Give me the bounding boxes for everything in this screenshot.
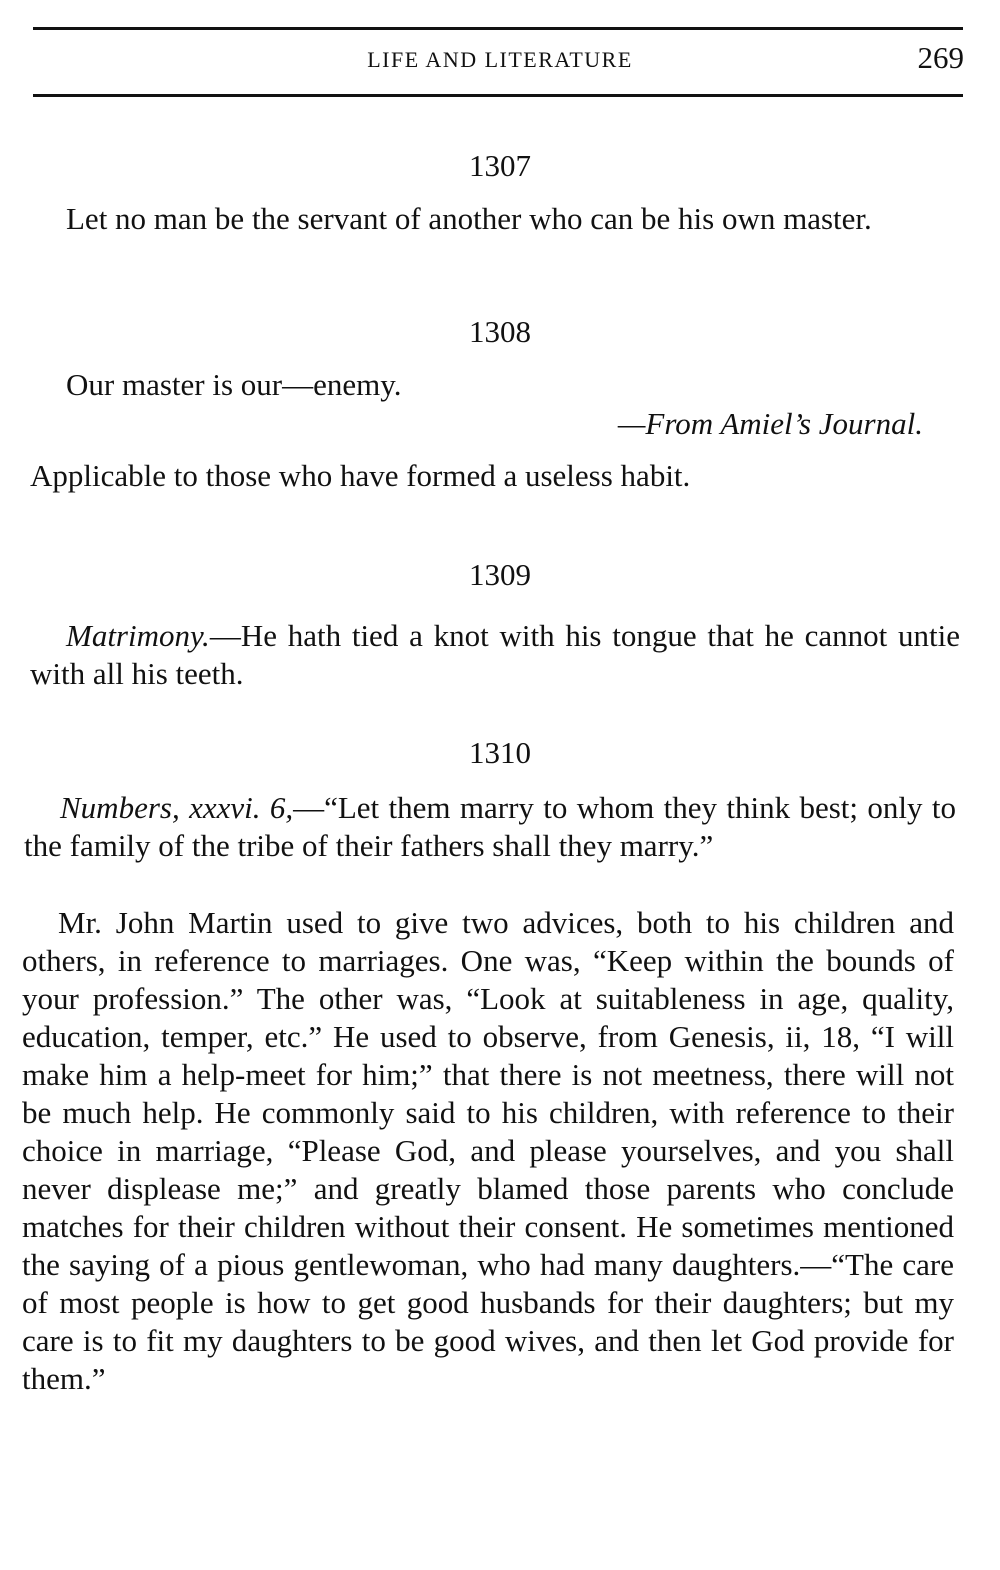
entry-text: Our master is our—enemy. [66,367,402,402]
entry-body: —“Let them marry to whom they think best; only to the family of the tribe of their fathers shall they marry.” [24,790,956,863]
entry-note: Applicable to those who have formed a useless habit. [30,458,691,493]
header-bottom-rule [33,94,963,97]
entry-number: 1308 [469,314,531,349]
entry-lead: Matrimony. [66,618,210,653]
entry-text [24,789,956,865]
page-number: 269 [917,40,964,75]
attribution: —From Amiel’s Journal. [617,406,923,441]
entry-number: 1307 [469,148,531,183]
entry-number: 1310 [469,735,531,770]
entry-lead: Numbers, xxxvi. 6, [60,790,294,825]
running-title: LIFE AND LITERATURE [367,47,633,72]
entry-number: 1309 [469,557,531,592]
entry-text [30,617,960,693]
header-top-rule [33,27,963,30]
entry-body: —He hath tied a knot with his tongue that he cannot untie with all his teeth. [30,618,960,691]
entry-paragraph: Mr. John Martin used to give two advices, both to his children and others, in reference to marriages. One was, “Keep within the bounds of your profession.” The other was, “Look at suitableness in age, quality, education, temper, etc.” He used to observe, from Genesis, ii, 18, “I will make him a help-meet for him;” that there is not meetness, there will not be much help. He commonly said to his children, with reference to their choice in marriage, “Please God, and please yourselves, and you shall never displease me;” and greatly blamed those parents who conclude matches for their children without their consent. He sometimes mentioned the saying of a pious gentlewoman, who had many daughters.—“The care of most people is how to get good husbands for their daughters; but my care is to fit my daughters to be good wives, and then let God provide for them.” [22,905,954,1396]
entry-text: Let no man be the servant of another who can be his own master. [66,201,872,236]
